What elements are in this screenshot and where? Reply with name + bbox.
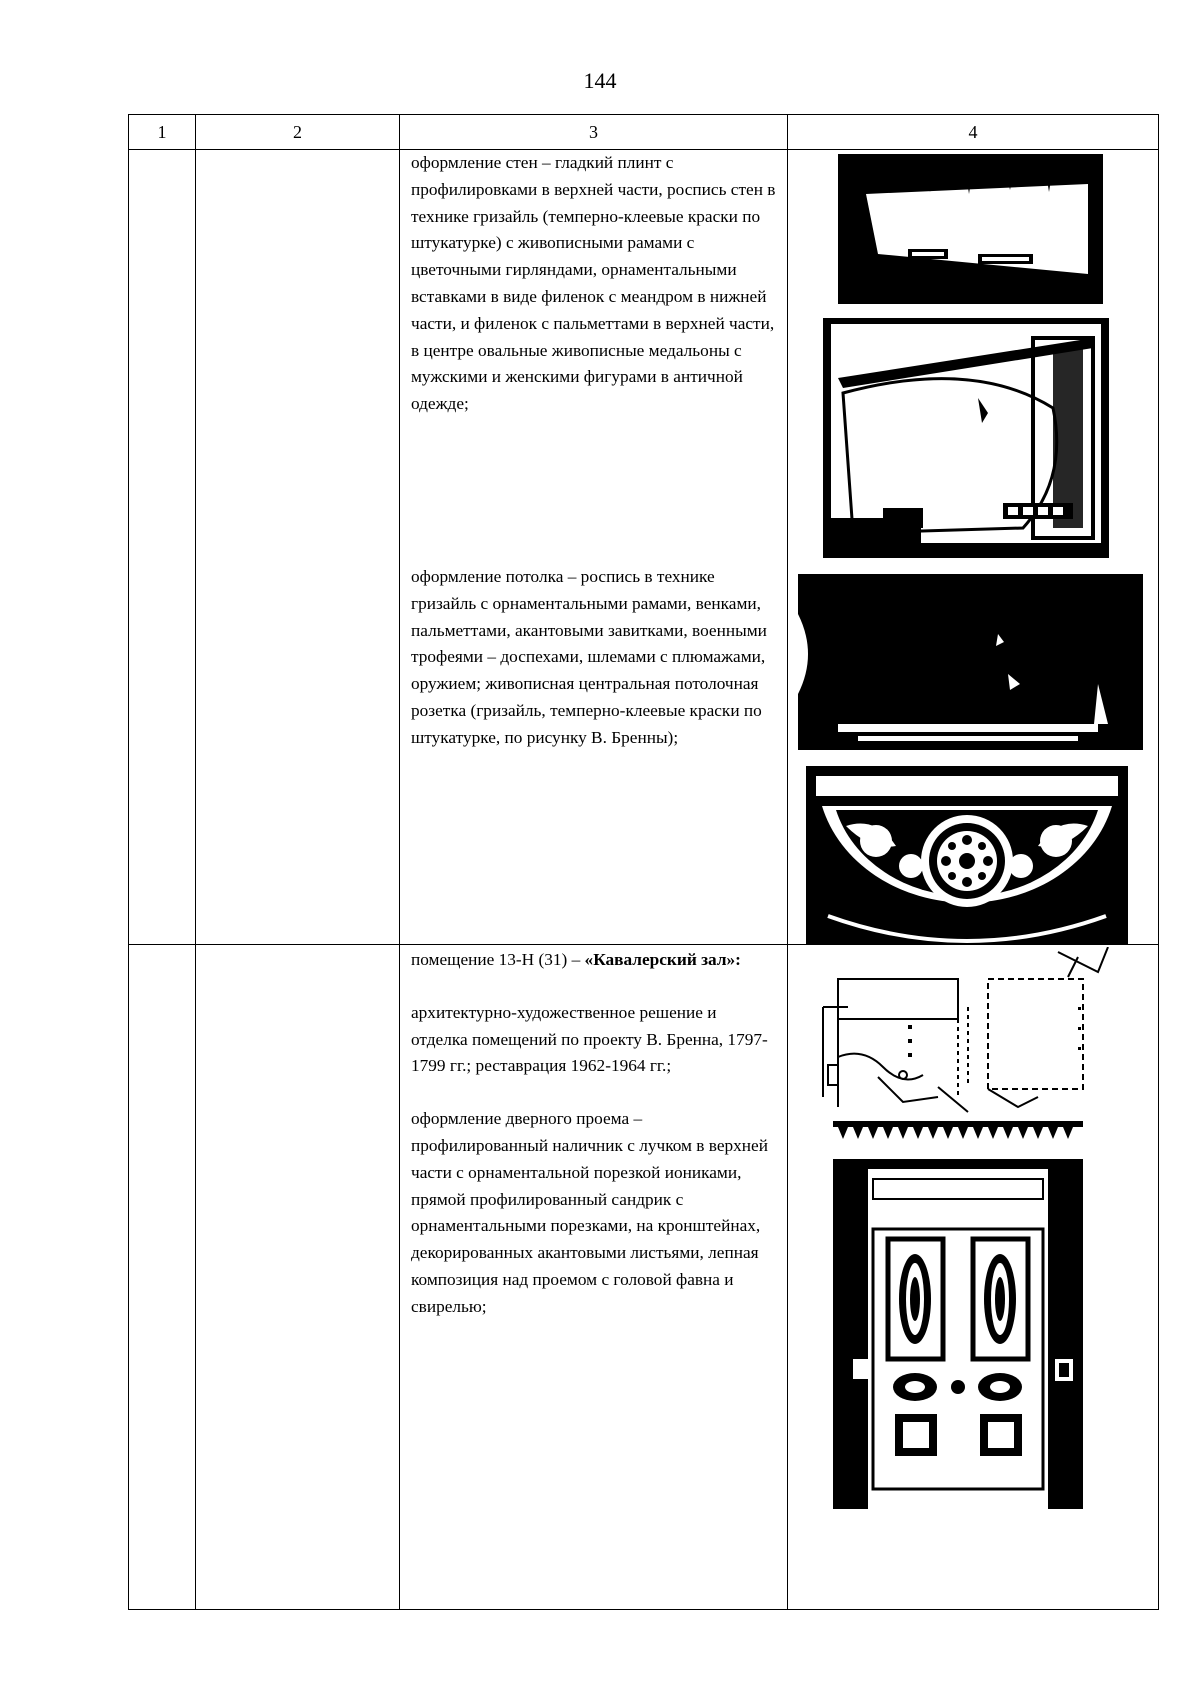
table-row (129, 150, 1159, 945)
row1-col2 (196, 150, 400, 945)
door-portal-photo (833, 1119, 1083, 1509)
header-col-3: 3 (400, 115, 788, 150)
walls-description: оформление стен – гладкий плинт с профилировками в верхней части, роспись стен в технике гризайль (темперно-клеевые краски по штукатурке) с живописными рамами с цветочными гирляндами, орнаментальными вставками в виде филенок с меандром в нижней части, и филенок с пальметтами в верхней части, в центре овальные живописные медальоны с мужскими и женскими фигурами в античной одежде; (411, 153, 776, 414)
room-heading (400, 947, 787, 974)
room-name: «Кавалерский зал»: (584, 950, 741, 969)
header-col-1: 1 (129, 115, 196, 150)
row2-photos (788, 945, 1159, 1610)
door-description: оформление дверного проема – профилированный наличник с лучком в верхней части с орнаментальной порезкой иониками, прямой профилированный сандрик с орнаментальными порезками, на кронштейнах, декорированных акантовыми листьями, лепная композиция над проемом с головой фавна и свирелью; (411, 1109, 768, 1316)
page-number: 144 (583, 68, 617, 93)
architecture-description: архитектурно-художественное решение и отделка помещений по проекту В. Бренна, 1797-1799 гг.; реставрация 1962-1964 гг.; (411, 1002, 768, 1076)
ceiling-rosette-photo (806, 766, 1128, 944)
table-row (129, 945, 1159, 1610)
ceiling-dark-photo (798, 574, 1143, 750)
row2-col2 (196, 945, 400, 1610)
row1-description (400, 150, 788, 945)
ceiling-description: оформление потолка – роспись в технике гризайль с орнаментальными рамами, венками, пальметтами, акантовыми завитками, военными трофеями – доспехами, шлемами с плюмажами, оружием; живописная центральная потолочная розетка (гризайль, темперно-клеевые краски по штукатурке, по рисунку В. Бренны); (411, 567, 767, 747)
table-header-row (129, 115, 1159, 150)
floor-plan-drawing (808, 947, 1128, 1117)
header-col-4: 4 (788, 115, 1159, 150)
wall-medallion-photo (823, 318, 1109, 558)
header-col-2: 2 (196, 115, 400, 150)
row1-photos (788, 150, 1159, 945)
row1-col1 (129, 150, 196, 945)
row2-description (400, 945, 788, 1610)
heritage-table (128, 114, 1159, 1610)
room-prefix: помещение 13-Н (31) – (411, 950, 585, 969)
row2-col1 (129, 945, 196, 1610)
wall-garland-photo (838, 154, 1103, 304)
